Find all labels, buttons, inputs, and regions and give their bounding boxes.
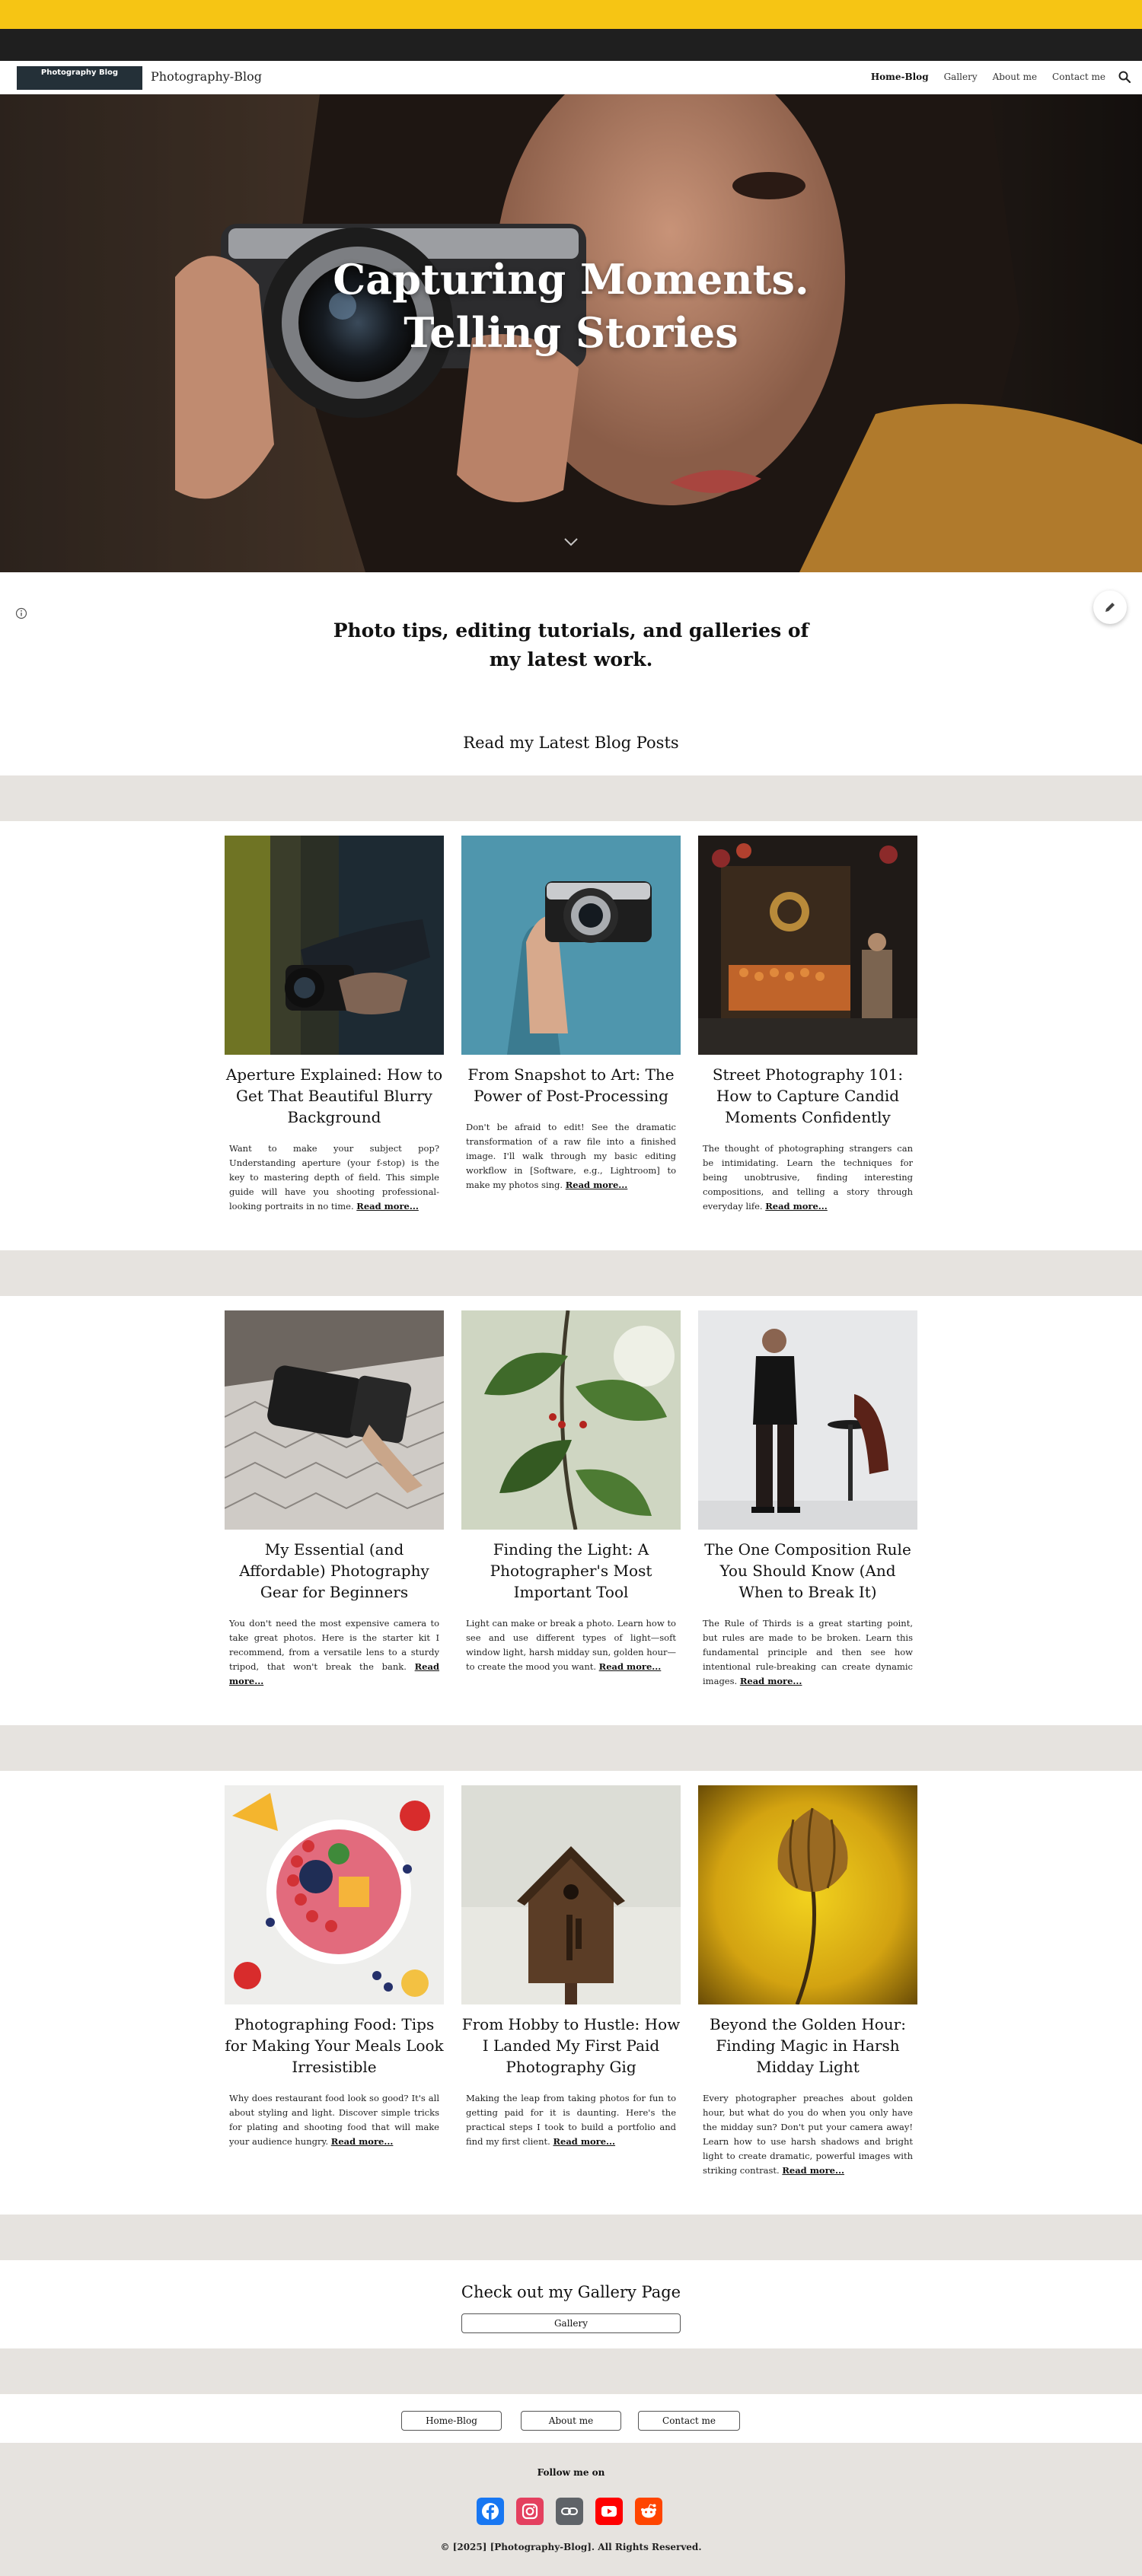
nav-link-home-blog[interactable]: Home-Blog: [870, 72, 929, 82]
read-more-link[interactable]: Read more...: [565, 1180, 628, 1190]
youtube-icon[interactable]: [595, 2498, 623, 2525]
top-accent-bar: [0, 0, 1142, 29]
nav-link-gallery[interactable]: Gallery: [943, 72, 978, 82]
blog-card[interactable]: [225, 1785, 444, 2149]
read-more-link[interactable]: Read more...: [330, 2136, 394, 2147]
post-excerpt-text: Want to make your subject pop? Understanding aperture (your f-stop) is the key to mastering depth of field. This simple guide will have you shooting professional-looking portraits in no time.: [229, 1143, 439, 1212]
post-excerpt-text: Making the leap from taking photos for fun to getting paid for it is daunting. Here's the practical steps I took to build a portfolio and find my first client.: [466, 2093, 676, 2147]
blog-card[interactable]: [698, 1310, 917, 1689]
post-image-camera-on-rug[interactable]: [225, 1310, 444, 1530]
gallery-button[interactable]: Gallery: [461, 2313, 681, 2333]
hero-banner: [0, 94, 1142, 572]
post-excerpt: [698, 1142, 917, 1214]
footer-navigation: [0, 2394, 1142, 2443]
info-icon[interactable]: [15, 607, 27, 619]
read-more-link[interactable]: Read more...: [553, 2136, 616, 2147]
blog-card[interactable]: [698, 836, 917, 1214]
blog-card[interactable]: [698, 1785, 917, 2178]
post-image-man-with-chair[interactable]: [698, 1310, 917, 1530]
blog-card[interactable]: [461, 1785, 681, 2149]
read-more-link[interactable]: Read more...: [229, 1661, 439, 1686]
post-image-wooden-birdhouse[interactable]: [461, 1785, 681, 2004]
post-image-dried-flower[interactable]: [698, 1785, 917, 2004]
post-excerpt: [461, 1616, 681, 1674]
site-header: [0, 61, 1142, 94]
gallery-cta-heading: Check out my Gallery Page: [461, 2283, 681, 2301]
post-title[interactable]: Photographing Food: Tips for Making Your Meals Look Irresistible: [225, 2015, 444, 2076]
post-excerpt: [461, 1120, 681, 1192]
post-excerpt: [461, 2091, 681, 2149]
blog-card[interactable]: [461, 836, 681, 1192]
site-title[interactable]: Photography-Blog: [151, 69, 262, 84]
footer-about-me-button[interactable]: About me: [521, 2411, 621, 2431]
post-image-leaves[interactable]: [461, 1310, 681, 1530]
reddit-icon[interactable]: [635, 2498, 662, 2525]
section-divider: [0, 775, 1142, 821]
post-excerpt-text: The Rule of Thirds is a great starting point, but rules are made to be broken. Learn this fundamental principle and then see how intentional rule-breaking can create dynamic images.: [703, 1618, 913, 1686]
post-excerpt-text: Every photographer preaches about golden hour, but what do you do when you only have the midday sun? Don't put your camera away! Learn how to use harsh shadows and bright light to create dramatic, powerful images with striking contrast.: [703, 2093, 913, 2176]
latest-posts-heading: Read my Latest Blog Posts: [463, 734, 679, 752]
instagram-icon[interactable]: [516, 2498, 544, 2525]
pencil-icon: [1103, 600, 1117, 614]
blog-card[interactable]: [225, 1310, 444, 1689]
social-links: [477, 2498, 662, 2525]
post-excerpt-text: Don't be afraid to edit! See the dramatic transformation of a raw file into a finished image. I'll walk through my basic editing workflow in [Software, e.g., Lightroom] to make my photos sing.: [466, 1122, 676, 1190]
post-title[interactable]: Beyond the Golden Hour: Finding Magic in Harsh Midday Light: [710, 2015, 906, 2076]
section-divider: [0, 1725, 1142, 1771]
edit-button[interactable]: [1093, 591, 1127, 624]
search-icon[interactable]: [1118, 70, 1131, 84]
link-icon[interactable]: [556, 2498, 583, 2525]
read-more-link[interactable]: Read more...: [739, 1676, 802, 1686]
post-title[interactable]: From Snapshot to Art: The Power of Post-Processing: [467, 1065, 675, 1105]
post-title[interactable]: My Essential (and Affordable) Photography Gear for Beginners: [239, 1540, 429, 1601]
copyright-notice: © [2025] [Photography-Blog]. All Rights Reserved.: [440, 2542, 702, 2552]
post-title[interactable]: The One Composition Rule You Should Know (And When to Break It): [704, 1540, 911, 1601]
post-excerpt: [225, 1616, 444, 1689]
blog-card[interactable]: [225, 836, 444, 1214]
section-divider: [0, 2215, 1142, 2260]
main-navigation: [871, 72, 1105, 82]
top-dark-bar: [0, 29, 1142, 61]
blog-card[interactable]: [461, 1310, 681, 1674]
section-divider: [0, 2348, 1142, 2394]
footer-home-blog-button[interactable]: Home-Blog: [401, 2411, 502, 2431]
hero-title: [0, 253, 1142, 359]
post-title[interactable]: From Hobby to Hustle: How I Landed My First Paid Photography Gig: [461, 2015, 681, 2076]
post-image-camera-hands[interactable]: [225, 836, 444, 1055]
post-image-fruit-bowl[interactable]: [225, 1785, 444, 2004]
nav-link-about-me[interactable]: About me: [992, 72, 1038, 82]
read-more-link[interactable]: Read more...: [356, 1201, 419, 1212]
post-excerpt-text: You don't need the most expensive camera to take great photos. Here is the starter kit I recommend, from a versatile lens to a sturdy tripod, that won't break the bank.: [229, 1618, 439, 1672]
post-title[interactable]: Street Photography 101: How to Capture Candid Moments Confidently: [712, 1065, 904, 1126]
post-title[interactable]: Aperture Explained: How to Get That Beautiful Blurry Background: [225, 1065, 443, 1126]
section-divider: [0, 1250, 1142, 1296]
post-title[interactable]: Finding the Light: A Photographer's Most Important Tool: [490, 1540, 652, 1601]
post-excerpt-text: Light can make or break a photo. Learn how to see and use different types of light—soft window light, harsh midday sun, golden hour—to create the mood you want.: [466, 1618, 676, 1672]
follow-me-label: Follow me on: [537, 2467, 605, 2478]
post-excerpt: [225, 2091, 444, 2149]
post-excerpt-text: The thought of photographing strangers can be intimidating. Learn the techniques for being unobtrusive, finding interesting compositions, and telling a story through everyday life.: [703, 1143, 913, 1212]
read-more-link[interactable]: Read more...: [598, 1661, 662, 1672]
footer-contact-me-button[interactable]: Contact me: [638, 2411, 740, 2431]
post-excerpt-text: Why does restaurant food look so good? It's all about styling and light. Discover simple tricks for plating and shooting food that will make your audience hungry.: [229, 2093, 439, 2147]
post-image-street-shop[interactable]: [698, 836, 917, 1055]
post-excerpt: [225, 1142, 444, 1214]
post-excerpt: [698, 2091, 917, 2178]
facebook-icon[interactable]: [477, 2498, 504, 2525]
chevron-down-icon[interactable]: [562, 536, 580, 548]
site-logo[interactable]: Photography Blog: [17, 66, 142, 90]
site-tagline: Photo tips, editing tutorials, and galleries of my latest work.: [333, 619, 809, 670]
site-footer: [0, 2443, 1142, 2576]
read-more-link[interactable]: Read more...: [765, 1201, 828, 1212]
hero-title-line-2: Telling Stories: [404, 308, 738, 357]
post-excerpt: [698, 1616, 917, 1689]
nav-link-contact-me[interactable]: Contact me: [1052, 72, 1105, 82]
post-image-camera-blue-wall[interactable]: [461, 836, 681, 1055]
hero-title-line-1: Capturing Moments.: [333, 255, 809, 304]
read-more-link[interactable]: Read more...: [782, 2165, 844, 2176]
